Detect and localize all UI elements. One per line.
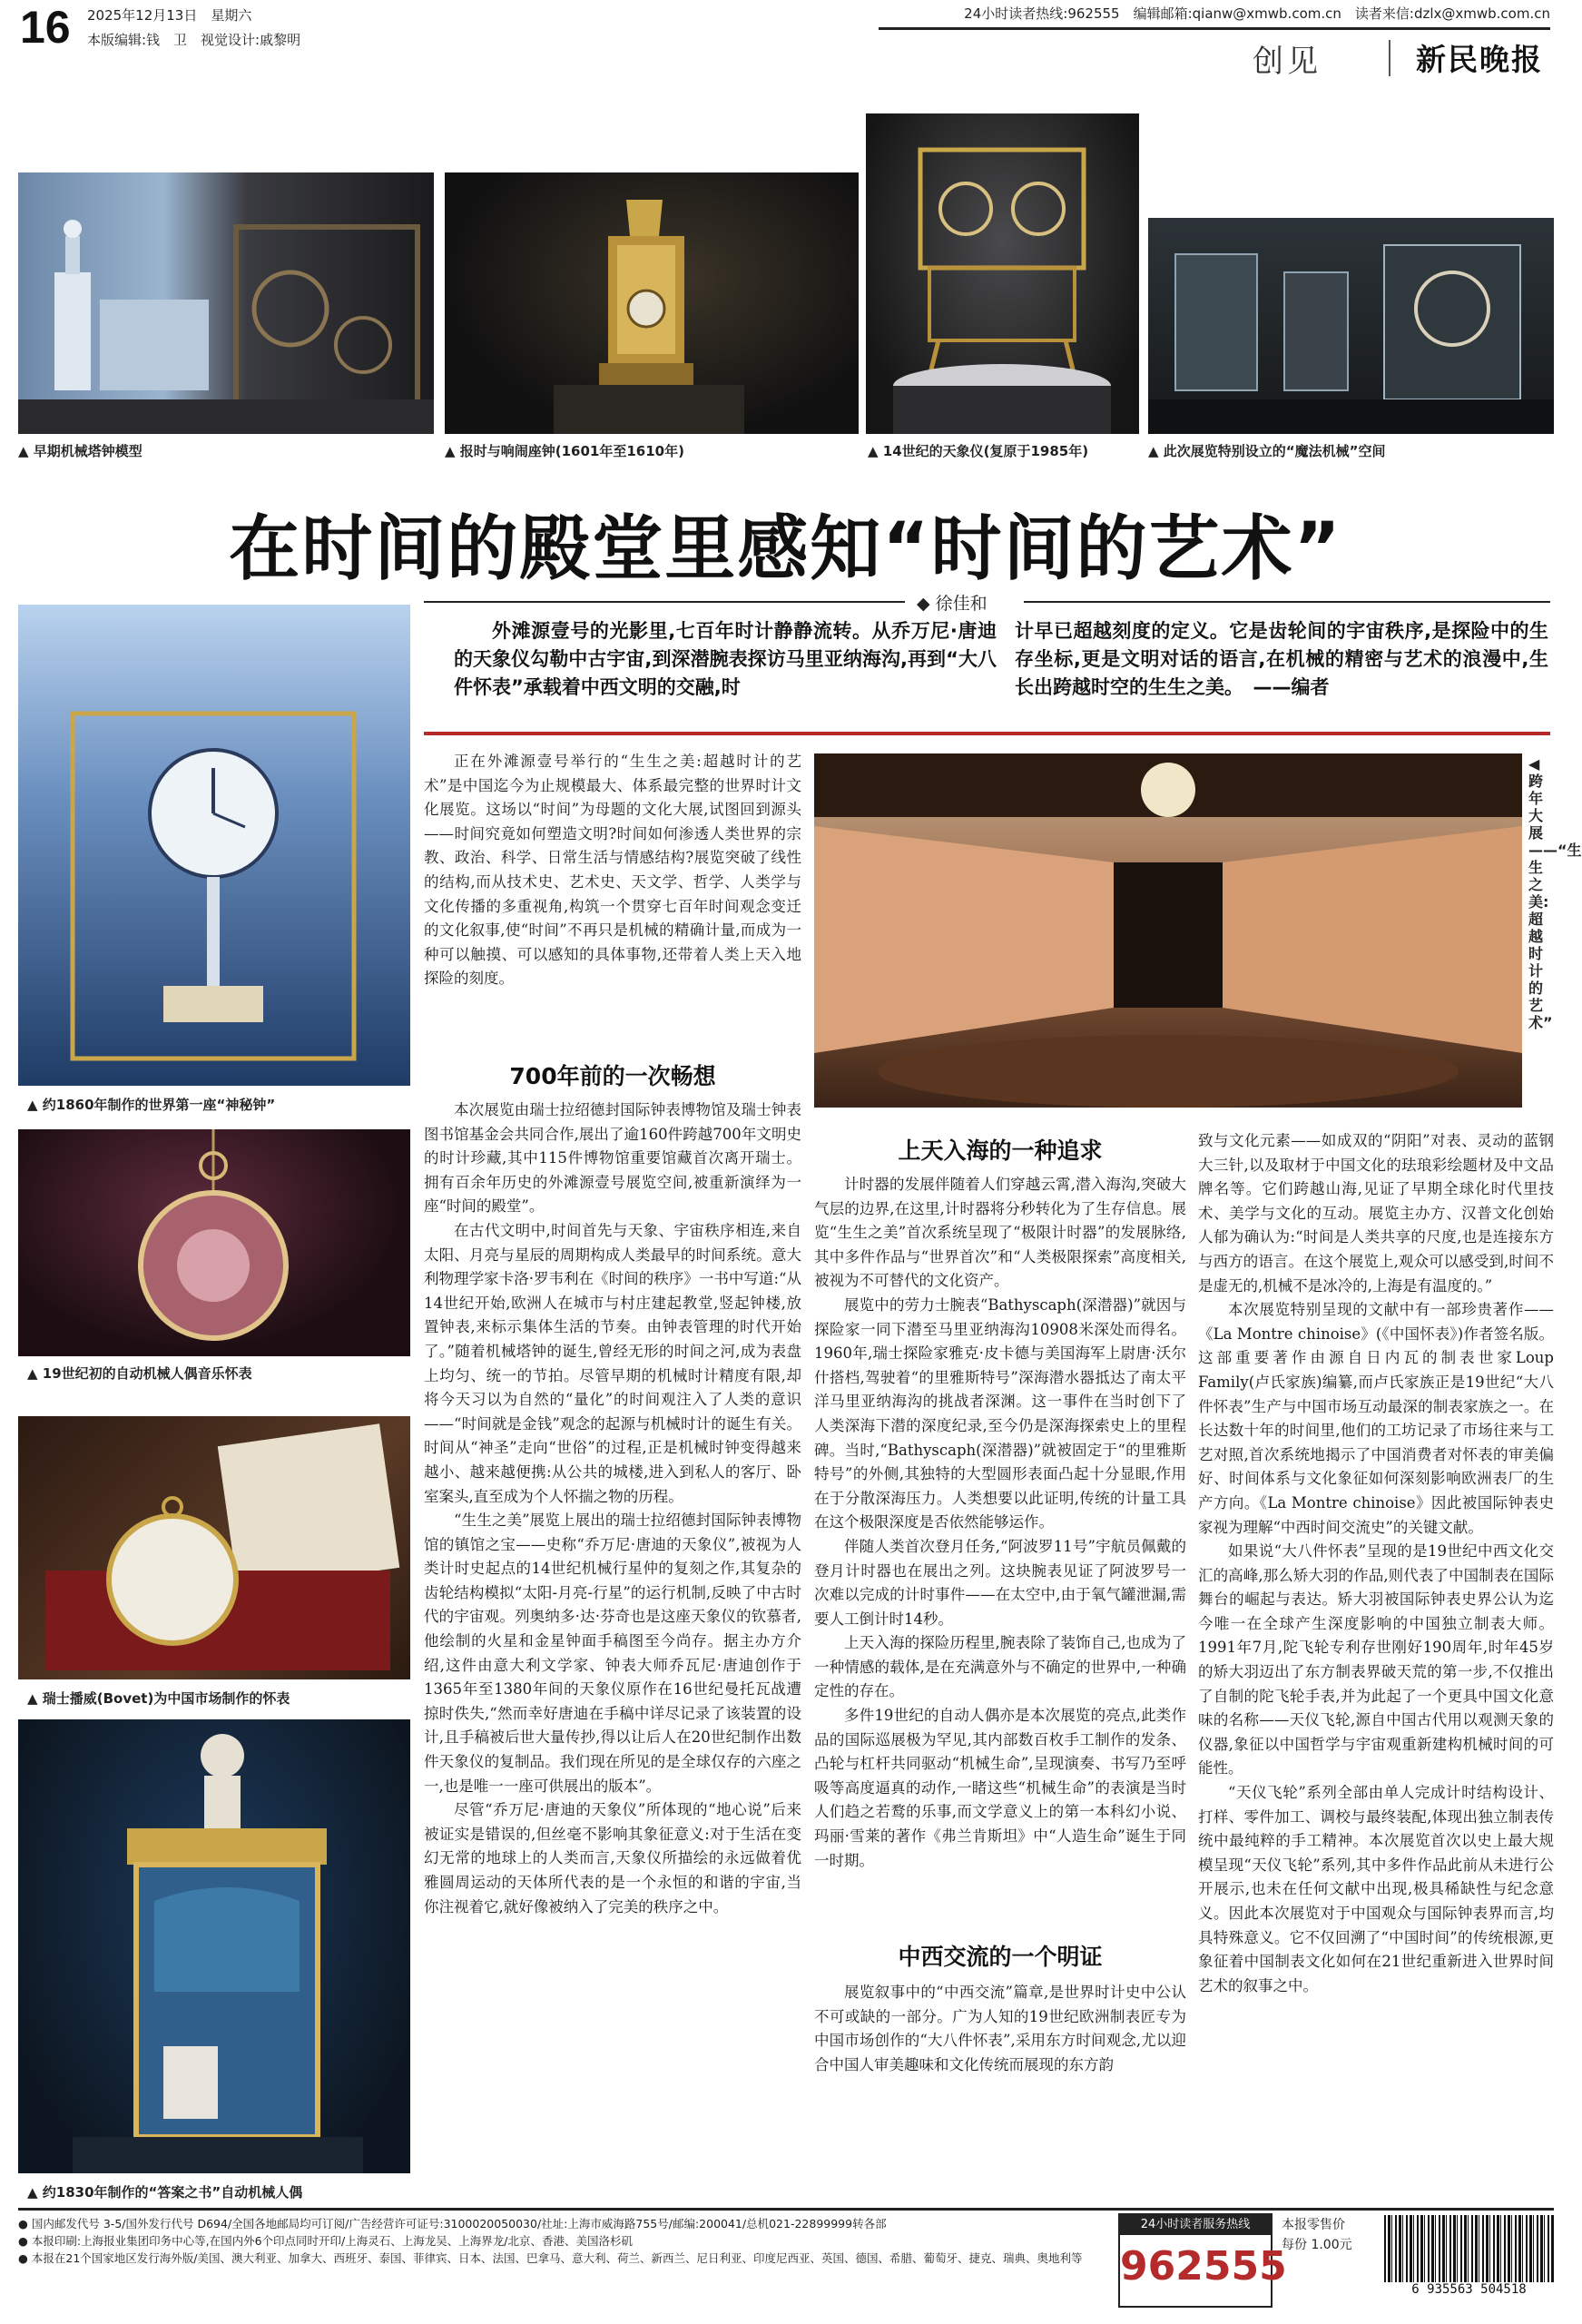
article-column-1	[424, 750, 801, 991]
paragraph: 多件19世纪的自动人偶亦是本次展览的亮点,此类作品的国际巡展极为罕见,其内部数百枚手工制作的发条、凸轮与杠杆共同驱动“机械生命”,呈现演奏、书写乃至呼吸等高度逼真的动作,一睹这些“机械生命”的表演是当时人们趋之若鹜的乐事,而文学意义上的第一本科幻小说、玛丽·雪莱的著作《弗兰肯斯坦》中“人造生命”诞生于同一时期。	[814, 1707, 1186, 1869]
caption-photo-3: ▲ 14世纪的天象仪(复原于1985年)	[868, 443, 1089, 459]
paragraph: 本次展览特别呈现的文献中有一部珍贵著作——《La Montre chinoise》(《中国怀表》)作者签名版。这部重要著作由源自日内瓦的制表世家Loup Family(卢氏家族)编纂,而卢氏家族正是19世纪“大八件怀表”生产与中国市场互动最深的制表家族之一。在长达数十年的时间里,他们的工坊记录了市场往来与工艺对照,首次系统地揭示了中国消费者对怀表的审美偏好、时间体系与文化象征如何深刻影响欧洲表厂的生产方向。《La Montre chinoise》因此被国际钟表史家视为理解“中西时间交流史”的关键文献。	[1198, 1301, 1554, 1536]
issue-date: 2025年12月13日 星期六	[87, 7, 252, 24]
paragraph-intro: 正在外滩源壹号举行的“生生之美:超越时计的艺术”是中国迄今为止规模最大、体系最完整的世界时计文化展览。这场以“时间”为母题的文化大展,试图回到源头——时间究竟如何塑造文明?时间如何渗透人类世界的宗教、政治、科学、日常生活与情感结构?展览突破了线性的结构,而从技术史、艺术史、天文学、哲学、人类学与文化传播的多重视角,构筑一个贯穿七百年时间观念变迁的文化叙事,使“时间”不再只是机械的精确计量,而成为一种可以触摸、可以感知的具体事物,还带着人类上天入地探险的刻度。	[424, 753, 801, 988]
section-name: 创见	[1253, 44, 1322, 80]
caption-left-photo-3: ▲ 瑞士播威(Bovet)为中国市场制作的怀表	[27, 1690, 290, 1707]
hotline-label: 24小时读者服务热线	[1120, 2215, 1271, 2235]
paragraph: 展览中的劳力士腕表“Bathyscaph(深潜器)”就因与探险家一同下潜至马里亚纳海沟10908米深处而得名。1960年,瑞士探险家雅克·皮卡德与美国海军上尉唐·沃尔什搭档,驾驶着“的里雅斯特号”深海潜水器抵达了南太平洋马里亚纳海沟的挑战者深渊。这一事件在当时创下了人类深海下潜的深度纪录,至今仍是深海探索史上的里程碑。当时,“Bathyscaph(深潜器)”就被固定于“的里雅斯特号”的外侧,其独特的大型圆形表面凸起十分显眼,作用在于分散深海压力。人类想要以此证明,传统的计量工具在这个极限深度是否依然能够运作。	[814, 1295, 1186, 1531]
article-headline: 在时间的殿堂里感知“时间的艺术”	[229, 508, 1342, 590]
retail-price	[1282, 2215, 1381, 2255]
byline-rule-left	[424, 601, 905, 603]
article-column-2-continued	[814, 1981, 1186, 2077]
paragraph: “天仪飞轮”系列全部由单人完成计时结构设计、打样、零件加工、调校与最终装配,体现出独立制表传统中最纯粹的手工精神。本次展览首次以史上最大规模呈现“天仪飞轮”系列,其中多件作品此前从未进行公开展示,也未在任何文献中出现,极具稀缺性与纪念意义。因此本次展览对于中国观众与国际钟表界而言,均具特殊意义。它不仅回溯了“中国时间”的传统根源,更象征着中国制表文化如何在21世纪重新进入世界时间艺术的叙事之中。	[1198, 1784, 1554, 1994]
paragraph: 计时器的发展伴随着人们穿越云霄,潜入海沟,突破大气层的边界,在这里,计时器将分秒转化为了生存信息。展览“生生之美”首次系统呈现了“极限计时器”的发展脉络,其中多件作品与“世界首次”和“人类极限探索”高度相关,被视为不可替代的文化资产。	[814, 1176, 1186, 1290]
subheading-section-1: 700年前的一次畅想	[509, 1063, 716, 1089]
footer-rule	[18, 2208, 1554, 2211]
caption-left-photo-1: ▲ 约1860年制作的世界第一座“神秘钟”	[27, 1097, 276, 1113]
lead-divider	[424, 732, 1550, 735]
byline-rule-right	[1024, 601, 1550, 603]
paragraph: “生生之美”展览上展出的瑞士拉绍德封国际钟表博物馆的镇馆之宝——史称“乔万尼·唐迪的天象仪”,被视为人类计时史起点的14世纪机械行星仲的复刻之作,其复杂的齿轮结构模拟“太阳-月亮-行星”的运行机制,反映了中古时代的宇宙观。列奥纳多·达·芬奇也是这座天象仪的钦慕者,他绘制的火星和金星钟面手稿图至今尚存。据主办方介绍,这件由意大利文学家、钟表大师乔瓦尼·唐迪创作于1365年至1380年间的天象仪原作在16世纪曼托瓦战遭掠时佚失,“然而幸好唐迪在手稿中详尽记录了该装置的设计,且手稿被后世大量传抄,得以让后人在20世纪制作出数件天象仪的复制品。我们现在所见的是全球仅存的六座之一,也是唯一一座可供展出的版本”。	[424, 1512, 801, 1795]
caption-photo-4: ▲ 此次展览特别设立的“魔法机械”空间	[1148, 443, 1386, 459]
photo-automaton-watch	[18, 1129, 410, 1356]
photo-alarm-table-clock	[445, 172, 859, 434]
caption-photo-1: ▲ 早期机械塔钟模型	[18, 443, 142, 459]
paragraph: 尽管“乔万尼·唐迪的天象仪”所体现的“地心说”后来被证实是错误的,但丝毫不影响其象征意义:对于生活在变幻无常的地球上的人类而言,天象仪所描绘的永远做着优雅圆周运动的天体所代表的是一个永恒的和谐的宇宙,当你注视着它,就好像被纳入了完美的秩序之中。	[424, 1801, 801, 1915]
paragraph: 如果说“大八件怀表”呈现的是19世纪中西文化交汇的高峰,那么矫大羽的作品,则代表了中国制表在国际舞台的崛起与表达。矫大羽被国际钟表史界公认为迄今唯一在全球产生深度影响的中国独立制表大师。1991年7月,陀飞轮专利存世刚好190周年,时年45岁的矫大羽迈出了东方制表界破天荒的第一步,不仅推出了自制的陀飞轮手表,并为此起了一个更具中国文化意味的名称——天仪飞轮,源自中国古代用以观测天象的仪器,象征以中国哲学与宇宙观重新建构机械时间的可能性。	[1198, 1542, 1554, 1777]
caption-left-photo-4: ▲ 约1830年制作的“答案之书”自动机械人偶	[27, 2184, 303, 2201]
reader-hotline: 24小时读者热线:962555 编辑邮箱:qianw@xmwb.com.cn 读者来信:dzlx@xmwb.com.cn	[964, 5, 1550, 22]
photo-astrarium	[866, 113, 1139, 434]
article-column-2	[814, 1173, 1186, 1873]
barcode	[1384, 2215, 1554, 2306]
photo-magic-machine-space	[1148, 218, 1554, 434]
footer-line: ● 本报印刷:上海报业集团印务中心等,在国内外6个印点同时开印/上海灵石、上海龙吴、上海界龙/北京、香港、美国洛杉矶	[18, 2234, 633, 2248]
subheading-section-2: 上天入海的一种追求	[898, 1137, 1103, 1164]
article-column-1-continued	[424, 1098, 801, 1919]
header-separator	[1389, 40, 1390, 76]
paragraph: 本次展览由瑞士拉绍德封国际钟表博物馆及瑞士钟表图书馆基金会共同合作,展出了逾160件跨越700年文明史的时计珍藏,其中115件博物馆重要馆藏首次离开瑞士。拥有百余年历史的外滩源壹号展览空间,被重新演绎为一座“时间的殿堂”。	[424, 1101, 801, 1216]
photo-tower-clock-model	[18, 172, 434, 434]
photo-book-of-answers-automaton	[18, 1719, 410, 2173]
price-label: 本报零售价	[1282, 2218, 1345, 2232]
paragraph: 展览叙事中的“中西交流”篇章,是世界时计史中公认不可或缺的一部分。广为人知的19世纪欧洲制表匠专为中国市场创作的“大八件怀表”,采用东方时间观念,尤以迎合中国人审美趣味和文化传统而展现的东方韵	[814, 1984, 1186, 2073]
editor-lead-part-1: 外滩源壹号的光影里,七百年时计静静流转。从乔万尼·唐迪的天象仪勾勒中古宇宙,到深潜腕表探访马里亚纳海沟,再到“大八件怀表”承载着中西文明的交融,时	[454, 620, 997, 698]
subheading-section-3: 中西交流的一个明证	[898, 1944, 1103, 1970]
byline: ◆ 徐佳和	[917, 594, 988, 614]
panorama-caption: ◀跨年大展——“生生之美:超越时计的艺术”	[1528, 755, 1582, 1031]
footer-info	[18, 2215, 1112, 2267]
page-header	[0, 0, 1571, 82]
article-column-3	[1198, 1129, 1554, 1998]
footer-line: ● 本报在21个国家地区发行海外版/美国、澳大利亚、加拿大、西班牙、泰国、菲律宾、日本、法国、巴拿马、意大利、荷兰、新西兰、尼日利亚、印度尼西亚、英国、德国、希腊、葡萄牙、捷克、瑞典、奥地利等	[18, 2251, 1083, 2265]
footer-line: ● 国内邮发代号 3-5/国外发行代号 D694/全国各地邮局均可订阅/广告经营许可证号:3100020050030/社址:上海市威海路755号/邮编:200041/总机021-22899999转各部	[18, 2217, 887, 2230]
service-hotline-box	[1118, 2213, 1287, 2308]
editor-credits: 本版编辑:钱 卫 视觉设计:戚黎明	[87, 32, 301, 48]
photo-exhibition-panorama	[814, 753, 1522, 1108]
barcode-icon	[1384, 2215, 1554, 2282]
caption-left-photo-2: ▲ 19世纪初的自动机械人偶音乐怀表	[27, 1365, 252, 1382]
paragraph: 致与文化元素——如成双的“阴阳”对表、灵动的蓝钢大三针,以及取材于中国文化的珐琅彩绘题材及中文品牌名等。它们跨越山海,见证了早期全球化时代里技术、美学与文化的互动。展览主办方、汉普文化创始人郁为确认为:“时间是人类共享的尺度,也是连接东方与西方的语言。在这个展览上,观众可以感受到,时间不是虚无的,机械不是冰冷的,上海是有温度的。”	[1198, 1132, 1554, 1295]
paragraph: 在古代文明中,时间首先与天象、宇宙秩序相连,来自太阳、月亮与星辰的周期构成人类最早的时间系统。意大利物理学家卡洛·罗韦利在《时间的秩序》一书中写道:“从14世纪开始,欧洲人在城市与村庄建起教堂,竖起钟楼,放置钟表,来标示集体生活的节奏。由钟表管理的时代开始了。”随着机械塔钟的诞生,曾经无形的时间之河,成为表盘上均匀、统一的节拍。尽管早期的机械时计精度有限,却将今天习以为自然的“量化”的时间观注入了人类的意识——“时间就是金钱”观念的起源与机械时计的诞生有关。时间从“神圣”走向“世俗”的过程,正是机械时钟变得越来越小、越来越便携:从公共的城楼,进入到私人的客厅、卧室案头,直至成为个人怀揣之物的历程。	[424, 1221, 801, 1505]
page-number: 16	[20, 2, 71, 53]
price-value: 每份 1.00元	[1282, 2238, 1352, 2252]
hotline-number: 962555	[1120, 2243, 1287, 2290]
paragraph: 上天入海的探险历程里,腕表除了装饰自己,也成为了一种情感的载体,是在充满意外与不确定的世界中,一种确定性的存在。	[814, 1634, 1186, 1700]
newspaper-logo: 新民晚报	[1416, 42, 1543, 77]
caption-photo-2: ▲ 报时与响闹座钟(1601年至1610年)	[445, 443, 684, 459]
photo-bovet-watch	[18, 1416, 410, 1679]
photo-mystery-clock	[18, 605, 410, 1086]
header-info	[87, 4, 300, 53]
editor-lead-part-2: 计早已超越刻度的定义。它是齿轮间的宇宙秩序,是探险中的生存坐标,更是文明对话的语言,在机械的精密与艺术的浪漫中,生长出跨越时空的生生之美。 ——编者	[1015, 620, 1548, 698]
barcode-number: 6 935563 504518	[1411, 2282, 1527, 2297]
paragraph: 伴随人类首次登月任务,“阿波罗11号”宇航员佩戴的登月计时器也在展出之列。这块腕表见证了阿波罗号一次难以完成的计时事件——在太空中,由于氧气罐泄漏,需要人工倒计时14秒。	[814, 1537, 1186, 1628]
header-rule	[879, 27, 1550, 30]
